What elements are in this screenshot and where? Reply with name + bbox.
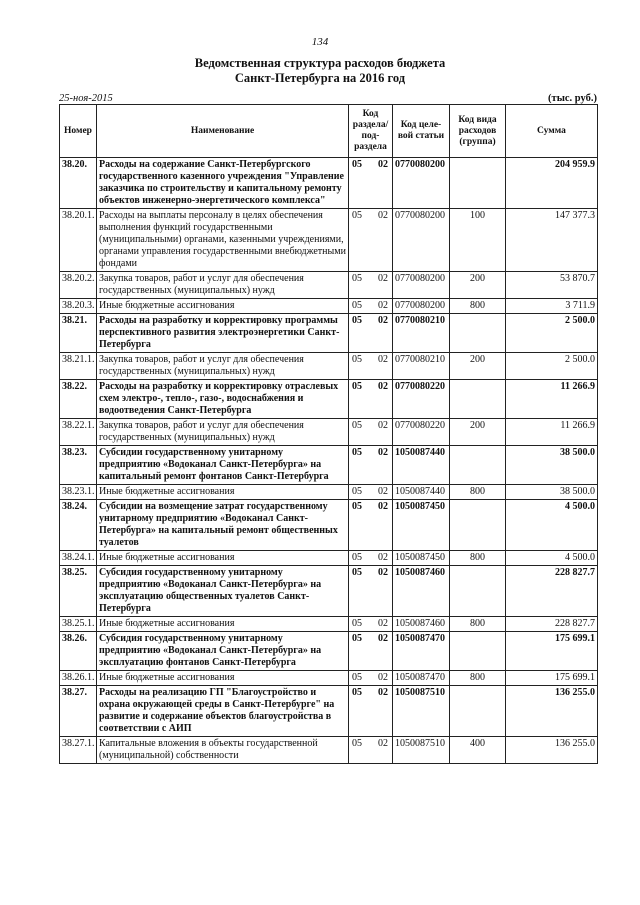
row-section-code: 05 bbox=[352, 672, 362, 683]
row-section bbox=[349, 671, 393, 686]
row-number: 38.22. bbox=[60, 380, 97, 419]
title-line-1: Ведомственная структура расходов бюджета bbox=[194, 56, 446, 70]
row-target-code: 0770080220 bbox=[393, 419, 450, 446]
row-name: Субсидии государственному унитарному предприятию «Водоканал Санкт-Петербурга» на капитальный ремонт фонтанов Санкт-Петербурга bbox=[97, 446, 349, 485]
row-name: Иные бюджетные ассигнования bbox=[97, 617, 349, 632]
row-expense-type bbox=[450, 446, 506, 485]
title-line-2: Санкт-Петербурга на 2016 год bbox=[234, 71, 406, 85]
table-row bbox=[60, 485, 598, 500]
document-title bbox=[0, 56, 640, 86]
row-number: 38.21. bbox=[60, 314, 97, 353]
row-expense-type bbox=[450, 566, 506, 617]
row-sum: 38 500.0 bbox=[506, 446, 598, 485]
row-subsection-code: 02 bbox=[378, 447, 388, 458]
row-section bbox=[349, 314, 393, 353]
row-sum: 11 266.9 bbox=[506, 419, 598, 446]
row-target-code: 1050087460 bbox=[393, 617, 450, 632]
table-header-row bbox=[60, 105, 598, 158]
row-section-code: 05 bbox=[352, 381, 362, 392]
row-name: Иные бюджетные ассигнования bbox=[97, 671, 349, 686]
row-name: Субсидия государственному унитарному предприятию «Водоканал Санкт-Петербурга» на эксплуатацию фонтанов Санкт-Петербурга bbox=[97, 632, 349, 671]
row-sum: 136 255.0 bbox=[506, 737, 598, 764]
row-subsection-code: 02 bbox=[378, 315, 388, 326]
row-target-code: 1050087450 bbox=[393, 551, 450, 566]
row-number: 38.20. bbox=[60, 158, 97, 209]
row-name: Иные бюджетные ассигнования bbox=[97, 551, 349, 566]
row-expense-type bbox=[450, 632, 506, 671]
row-sum: 175 699.1 bbox=[506, 671, 598, 686]
row-section-code: 05 bbox=[352, 633, 362, 644]
table-row bbox=[60, 446, 598, 485]
row-target-code: 1050087510 bbox=[393, 737, 450, 764]
row-section-code: 05 bbox=[352, 618, 362, 629]
row-number: 38.24.1. bbox=[60, 551, 97, 566]
row-section bbox=[349, 617, 393, 632]
row-subsection-code: 02 bbox=[378, 552, 388, 563]
table-row bbox=[60, 566, 598, 617]
table-row bbox=[60, 299, 598, 314]
row-section-code: 05 bbox=[352, 273, 362, 284]
table-row bbox=[60, 314, 598, 353]
row-sum: 4 500.0 bbox=[506, 551, 598, 566]
table-row bbox=[60, 353, 598, 380]
row-number: 38.25. bbox=[60, 566, 97, 617]
budget-table bbox=[59, 104, 598, 764]
row-name: Расходы на разработку и корректировку отраслевых схем электро-, тепло-, газо-, водоснабжения и водоотведения Санкт-Петербурга bbox=[97, 380, 349, 419]
row-target-code: 0770080200 bbox=[393, 158, 450, 209]
row-target-code: 1050087460 bbox=[393, 566, 450, 617]
table-row bbox=[60, 632, 598, 671]
row-sum: 175 699.1 bbox=[506, 632, 598, 671]
row-number: 38.20.2. bbox=[60, 272, 97, 299]
table-row bbox=[60, 500, 598, 551]
units-label: (тыс. руб.) bbox=[548, 93, 597, 104]
row-name: Расходы на содержание Санкт-Петербургского государственного казенного учреждения "Управление заказчика по строительству и капитальному ремонту объектов инженерно-энергетического комплекса" bbox=[97, 158, 349, 209]
row-name: Закупка товаров, работ и услуг для обеспечения государственных (муниципальных) нужд bbox=[97, 353, 349, 380]
row-sum: 38 500.0 bbox=[506, 485, 598, 500]
row-name: Закупка товаров, работ и услуг для обеспечения государственных (муниципальных) нужд bbox=[97, 419, 349, 446]
row-subsection-code: 02 bbox=[378, 567, 388, 578]
row-subsection-code: 02 bbox=[378, 738, 388, 749]
row-target-code: 0770080210 bbox=[393, 353, 450, 380]
row-number: 38.22.1. bbox=[60, 419, 97, 446]
row-section bbox=[349, 632, 393, 671]
row-section bbox=[349, 380, 393, 419]
row-expense-type: 800 bbox=[450, 551, 506, 566]
row-sum: 53 870.7 bbox=[506, 272, 598, 299]
row-section bbox=[349, 686, 393, 737]
row-target-code: 0770080200 bbox=[393, 209, 450, 272]
row-section bbox=[349, 551, 393, 566]
row-expense-type: 400 bbox=[450, 737, 506, 764]
row-section-code: 05 bbox=[352, 738, 362, 749]
row-expense-type: 200 bbox=[450, 353, 506, 380]
row-section-code: 05 bbox=[352, 567, 362, 578]
row-number: 38.23.1. bbox=[60, 485, 97, 500]
header-name: Наименование bbox=[97, 105, 349, 158]
row-section-code: 05 bbox=[352, 315, 362, 326]
row-name: Иные бюджетные ассигнования bbox=[97, 485, 349, 500]
row-section bbox=[349, 446, 393, 485]
row-sum: 11 266.9 bbox=[506, 380, 598, 419]
row-expense-type bbox=[450, 686, 506, 737]
row-section bbox=[349, 566, 393, 617]
row-name: Расходы на выплаты персоналу в целях обеспечения выполнения функций государственными (муниципальными) органами, казенными учреждениями, органами управления государственными внебюджетными фондами bbox=[97, 209, 349, 272]
row-expense-type bbox=[450, 380, 506, 419]
row-section bbox=[349, 209, 393, 272]
row-number: 38.27. bbox=[60, 686, 97, 737]
header-sum: Сумма bbox=[506, 105, 598, 158]
row-expense-type: 800 bbox=[450, 671, 506, 686]
row-section-code: 05 bbox=[352, 501, 362, 512]
row-section-code: 05 bbox=[352, 486, 362, 497]
table-row bbox=[60, 737, 598, 764]
table-row bbox=[60, 419, 598, 446]
row-name: Расходы на разработку и корректировку программы перспективного развития электроэнергетики Санкт-Петербурга bbox=[97, 314, 349, 353]
row-target-code: 0770080200 bbox=[393, 299, 450, 314]
row-section bbox=[349, 500, 393, 551]
row-section-code: 05 bbox=[352, 447, 362, 458]
row-sum: 4 500.0 bbox=[506, 500, 598, 551]
row-subsection-code: 02 bbox=[378, 501, 388, 512]
row-sum: 204 959.9 bbox=[506, 158, 598, 209]
row-name: Расходы на реализацию ГП "Благоустройство и охрана окружающей среды в Санкт-Петербурге" на развитие и содержание объектов благоустройства в соответствии с АИП bbox=[97, 686, 349, 737]
row-number: 38.27.1. bbox=[60, 737, 97, 764]
row-subsection-code: 02 bbox=[378, 273, 388, 284]
table-row bbox=[60, 272, 598, 299]
row-subsection-code: 02 bbox=[378, 300, 388, 311]
row-sum: 228 827.7 bbox=[506, 566, 598, 617]
row-subsection-code: 02 bbox=[378, 633, 388, 644]
row-expense-type: 100 bbox=[450, 209, 506, 272]
row-subsection-code: 02 bbox=[378, 159, 388, 170]
row-expense-type: 800 bbox=[450, 299, 506, 314]
table-row bbox=[60, 671, 598, 686]
row-target-code: 0770080210 bbox=[393, 314, 450, 353]
table-row bbox=[60, 686, 598, 737]
row-target-code: 0770080200 bbox=[393, 272, 450, 299]
row-subsection-code: 02 bbox=[378, 420, 388, 431]
row-name: Закупка товаров, работ и услуг для обеспечения государственных (муниципальных) нужд bbox=[97, 272, 349, 299]
row-sum: 2 500.0 bbox=[506, 353, 598, 380]
row-section-code: 05 bbox=[352, 210, 362, 221]
row-target-code: 1050087510 bbox=[393, 686, 450, 737]
row-target-code: 0770080220 bbox=[393, 380, 450, 419]
row-expense-type: 200 bbox=[450, 419, 506, 446]
row-subsection-code: 02 bbox=[378, 210, 388, 221]
row-section-code: 05 bbox=[352, 420, 362, 431]
row-section bbox=[349, 158, 393, 209]
row-subsection-code: 02 bbox=[378, 672, 388, 683]
row-number: 38.25.1. bbox=[60, 617, 97, 632]
row-number: 38.20.3. bbox=[60, 299, 97, 314]
row-section-code: 05 bbox=[352, 354, 362, 365]
row-expense-type: 200 bbox=[450, 272, 506, 299]
table-row bbox=[60, 209, 598, 272]
row-section-code: 05 bbox=[352, 552, 362, 563]
row-expense-type bbox=[450, 500, 506, 551]
header-expense-type: Код вида расходов (группа) bbox=[450, 105, 506, 158]
row-name: Субсидии на возмещение затрат государственному унитарному предприятию «Водоканал Санкт-Петербурга» на капитальный ремонт общественных туалетов bbox=[97, 500, 349, 551]
row-number: 38.26.1. bbox=[60, 671, 97, 686]
row-number: 38.23. bbox=[60, 446, 97, 485]
row-number: 38.20.1. bbox=[60, 209, 97, 272]
header-target: Код целе-вой статьи bbox=[393, 105, 450, 158]
row-section-code: 05 bbox=[352, 687, 362, 698]
row-target-code: 1050087470 bbox=[393, 671, 450, 686]
row-expense-type: 800 bbox=[450, 485, 506, 500]
row-sum: 136 255.0 bbox=[506, 686, 598, 737]
table-row bbox=[60, 158, 598, 209]
row-section-code: 05 bbox=[352, 159, 362, 170]
header-number: Номер bbox=[60, 105, 97, 158]
row-section bbox=[349, 353, 393, 380]
row-subsection-code: 02 bbox=[378, 486, 388, 497]
row-target-code: 1050087450 bbox=[393, 500, 450, 551]
row-name: Капитальные вложения в объекты государственной (муниципальной) собственности bbox=[97, 737, 349, 764]
row-sum: 228 827.7 bbox=[506, 617, 598, 632]
row-name: Иные бюджетные ассигнования bbox=[97, 299, 349, 314]
document-date: 25-ноя-2015 bbox=[59, 93, 113, 104]
row-expense-type: 800 bbox=[450, 617, 506, 632]
row-section bbox=[349, 419, 393, 446]
page-number: 134 bbox=[311, 36, 329, 48]
row-section bbox=[349, 299, 393, 314]
row-sum: 147 377.3 bbox=[506, 209, 598, 272]
row-subsection-code: 02 bbox=[378, 687, 388, 698]
row-section bbox=[349, 737, 393, 764]
header-section: Код раздела/ под-раздела bbox=[349, 105, 393, 158]
row-subsection-code: 02 bbox=[378, 381, 388, 392]
row-section bbox=[349, 485, 393, 500]
row-target-code: 1050087470 bbox=[393, 632, 450, 671]
row-section-code: 05 bbox=[352, 300, 362, 311]
table-row bbox=[60, 380, 598, 419]
row-expense-type bbox=[450, 314, 506, 353]
row-section bbox=[349, 272, 393, 299]
row-subsection-code: 02 bbox=[378, 354, 388, 365]
row-number: 38.26. bbox=[60, 632, 97, 671]
row-sum: 3 711.9 bbox=[506, 299, 598, 314]
row-number: 38.21.1. bbox=[60, 353, 97, 380]
table-body bbox=[60, 158, 598, 764]
row-subsection-code: 02 bbox=[378, 618, 388, 629]
row-target-code: 1050087440 bbox=[393, 446, 450, 485]
row-expense-type bbox=[450, 158, 506, 209]
row-sum: 2 500.0 bbox=[506, 314, 598, 353]
row-number: 38.24. bbox=[60, 500, 97, 551]
row-target-code: 1050087440 bbox=[393, 485, 450, 500]
table-row bbox=[60, 617, 598, 632]
row-name: Субсидия государственному унитарному предприятию «Водоканал Санкт-Петербурга» на эксплуатацию общественных туалетов Санкт-Петербурга bbox=[97, 566, 349, 617]
table-row bbox=[60, 551, 598, 566]
